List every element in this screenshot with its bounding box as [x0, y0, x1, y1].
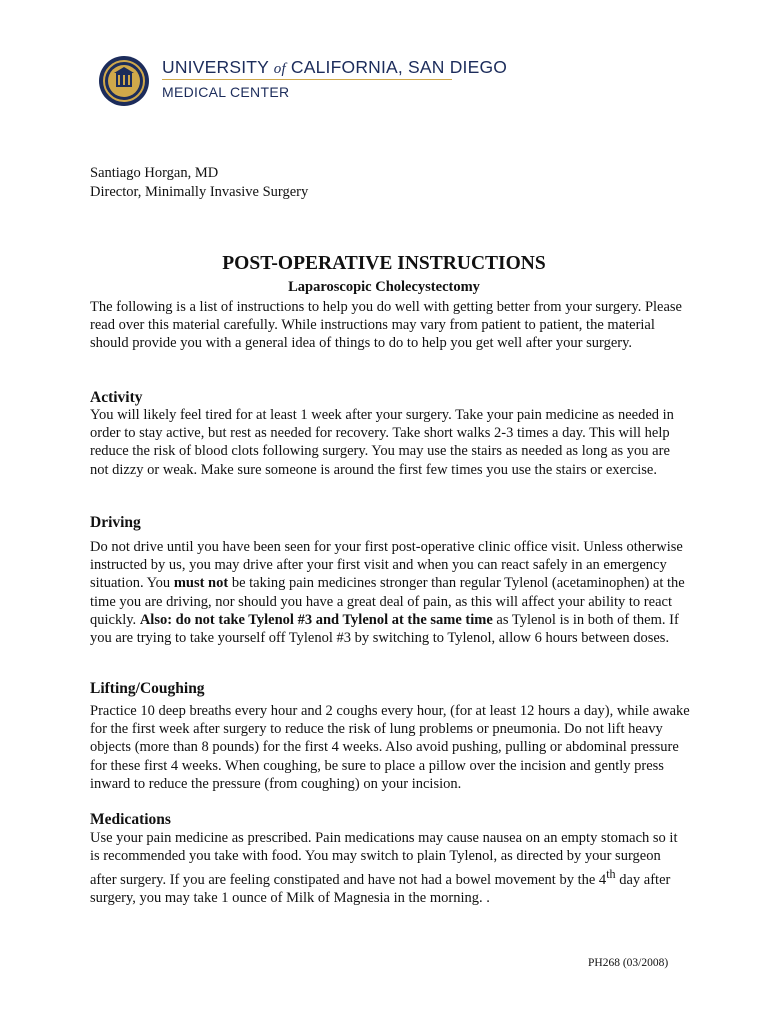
form-code-footer: PH268 (03/2008) — [588, 957, 669, 969]
org-subtitle: MEDICAL CENTER — [162, 84, 290, 100]
medications-section-heading: Medications — [90, 811, 171, 828]
emphasis-tylenol-warning: Also: do not take Tylenol #3 and Tylenol at the same time — [139, 611, 493, 628]
author-block — [90, 164, 308, 201]
ucsd-logo — [98, 55, 508, 107]
logo-divider — [162, 79, 452, 80]
intro-paragraph: The following is a list of instructions to help you do well with getting better from your surgery. Please read over this material carefully. While instructions may vary from patient to patient, the material should provide you with a general idea of things to do to help you get well after your surgery. — [90, 299, 682, 352]
org-name: UNIVERSITY of CALIFORNIA, SAN DIEGO — [162, 57, 508, 77]
medications-paragraph: Use your pain medicine as prescribed. Pain medications may cause nausea on an empty stomach so it is recommended you take with food. You may switch to plain Tylenol, as directed by your surgeon after surgery. If you are feeling constipated and have not had a bowel movement by the 4th day after surgery, you may take 1 ounce of Milk of Magnesia in the morning. . — [90, 830, 678, 907]
document-subtitle: Laparoscopic Cholecystectomy — [288, 279, 480, 295]
lifting-section-heading: Lifting/Coughing — [90, 680, 205, 697]
activity-section-heading: Activity — [90, 389, 143, 406]
emphasis-must-not: must not — [173, 575, 229, 592]
driving-paragraph: Do not drive until you have been seen for your first post-operative clinic office visit. Unless otherwise instructed by us, you may drive after your first visit and when you can react safely in an emergency situation. You must not be taking pain medicines stronger than regular Tylenol (acetaminophen) at the time you are driving, nor should you have a great deal of pain, as this will affect your ability to react quickly. Also: do not take Tylenol #3 and Tylenol at the same time as Tylenol is in both of them. If you are trying to take yourself off Tylenol #3 by switching to Tylenol, allow 6 hours between doses. — [90, 539, 685, 647]
lifting-paragraph: Practice 10 deep breaths every hour and 2 coughs every hour, (for at least 12 hours a day), while awake for the first week after surgery to reduce the risk of lung problems or pneumonia. Do not lift heavy objects (more than 8 pounds) for the first 4 weeks. Also avoid pushing, pulling or abdominal pressure for these first 4 weeks. When coughing, be sure to place a pillow over the incision and gently press inward to reduce the pressure (from coughing) on your incision. — [90, 703, 690, 792]
activity-paragraph: You will likely feel tired for at least 1 week after your surgery. Take your pain medicine as needed in order to stay active, but rest as needed for recovery. Take short walks 2-3 times a day. This will help reduce the risk of blood clots following surgery. You may use the stairs as needed as long as you are not dizzy or weak. Make sure someone is around the first few times you use the stairs or exercise. — [90, 407, 674, 478]
driving-section-heading: Driving — [90, 514, 141, 531]
document-title: POST-OPERATIVE INSTRUCTIONS — [222, 253, 546, 274]
author-role: Director, Minimally Invasive Surgery — [90, 183, 309, 200]
author-name: Santiago Horgan, MD — [90, 165, 219, 181]
university-seal-icon — [98, 55, 150, 107]
